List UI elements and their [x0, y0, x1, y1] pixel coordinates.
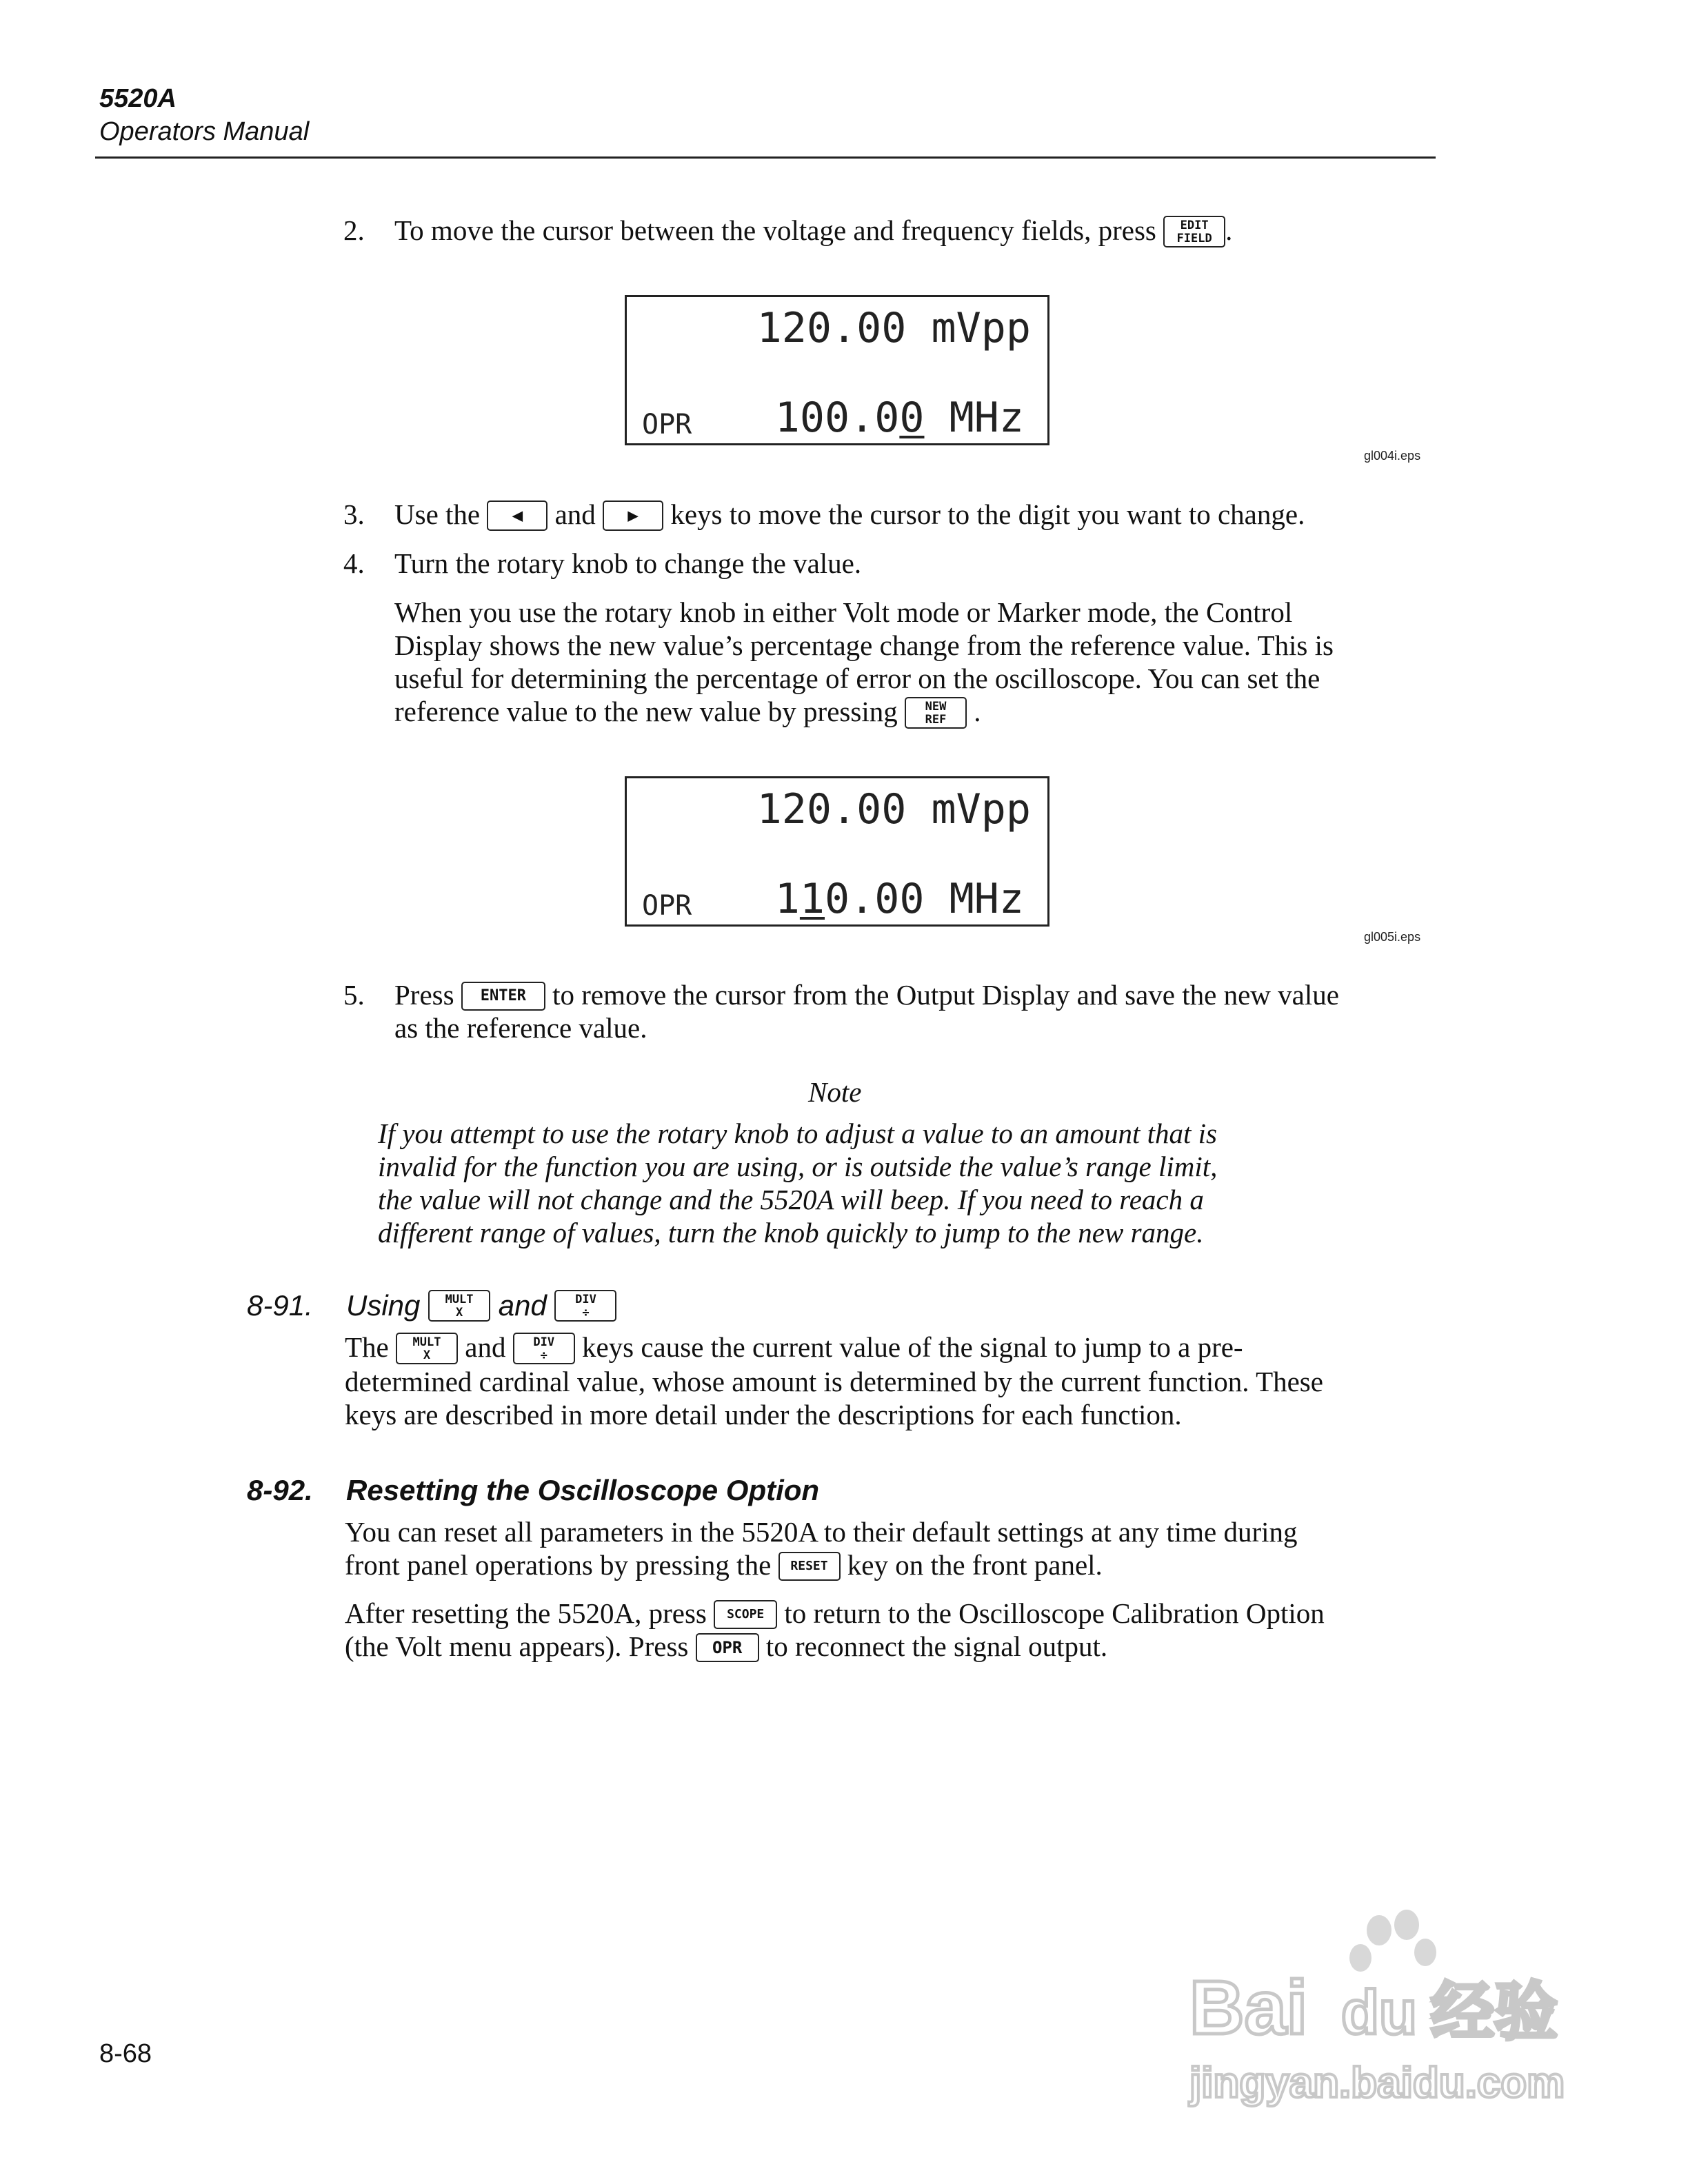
reset-key: RESET: [778, 1552, 841, 1581]
section-8-92-p1-line-1: You can reset all parameters in the 5520A to their default settings at any time during: [345, 1516, 1298, 1548]
step-2-text: To move the cursor between the voltage and frequency fields, press: [394, 214, 1156, 246]
display-1-voltage: 120.00 mVpp: [756, 304, 1031, 352]
step-5-line-1: Press ENTER to remove the cursor from the Output Display and save the new value: [394, 979, 1339, 1011]
scope-key: SCOPE: [714, 1600, 777, 1629]
watermark-url: jingyan.baidu.com: [1189, 2059, 1565, 2107]
section-8-92-title: Resetting the Oscilloscope Option: [346, 1474, 820, 1506]
step-4-para-line-4: reference value to the new value by pressing NEW REF .: [394, 696, 981, 727]
step-4-text: Turn the rotary knob to change the value.: [394, 547, 862, 579]
figure-caption-1: gl004i.eps: [1364, 449, 1421, 463]
figure-caption-2: gl005i.eps: [1364, 930, 1421, 944]
watermark-brand: Bai: [1189, 1965, 1308, 2050]
step-5-line-2: as the reference value.: [394, 1012, 647, 1044]
section-8-92-number: 8-92.: [247, 1474, 313, 1506]
display-1-cursor: 0: [899, 394, 925, 442]
section-8-92-p2-line-1: After resetting the 5520A, press SCOPE to return to the Oscilloscope Calibration Option: [345, 1597, 1325, 1629]
manual-model: 5520A: [99, 84, 177, 113]
display-2-cursor: 1: [799, 875, 825, 923]
baidu-watermark: [1183, 1910, 1603, 2110]
div-key-inline: DIV ÷: [513, 1333, 575, 1364]
step-3-number: 3.: [343, 498, 365, 530]
section-8-92-p2-line-2: (the Volt menu appears). Press OPR to reconnect the signal output.: [345, 1630, 1108, 1662]
header-rule: [95, 156, 1436, 159]
output-display-2: [625, 776, 1049, 927]
step-4-number: 4.: [343, 547, 365, 579]
display-2-mode: OPR: [642, 890, 692, 922]
note-body: If you attempt to use the rotary knob to adjust a value to an amount that is invalid for the function you are using, or is outside the value’s range limit, the value will not change and the 5520A will beep. If you need to reach a different range of values, turn the knob quickly to jump to the new range.: [378, 1118, 1218, 1248]
mult-key-inline: MULT X: [396, 1333, 458, 1364]
step-4-para-line-2: Display shows the new value’s percentage change from the reference value. This is: [394, 629, 1334, 661]
display-2-voltage: 120.00 mVpp: [756, 785, 1031, 833]
mult-key: MULT X: [428, 1290, 490, 1322]
watermark-cn: 经验: [1431, 1975, 1558, 2049]
step-4-para-line-3: useful for determining the percentage of error on the oscilloscope. You can set the: [394, 663, 1320, 694]
watermark-brand-2: du: [1341, 1979, 1417, 2048]
step-5-number: 5.: [343, 979, 365, 1011]
output-display-1: [625, 295, 1049, 445]
right-arrow-key: ▶: [603, 501, 663, 531]
display-1-frequency: 100.00 MHz: [774, 394, 1024, 442]
manual-title: Operators Manual: [99, 117, 310, 146]
section-8-91-line-2: determined cardinal value, whose amount is determined by the current function. These: [345, 1366, 1323, 1397]
step-2: To move the cursor between the voltage and frequency fields, press EDIT FIELD .: [394, 214, 1233, 246]
edit-field-key: EDIT FIELD: [1163, 216, 1225, 247]
new-ref-key: NEW REF: [905, 697, 967, 729]
section-8-91-line-1: The MULT X and DIV ÷ keys cause the current value of the signal to jump to a pre-: [345, 1331, 1243, 1363]
note-title: Note: [808, 1076, 862, 1108]
step-3: Use the ◀ and ▶ keys to move the cursor to the digit you want to change.: [394, 498, 1305, 530]
opr-key: OPR: [696, 1633, 759, 1662]
section-8-91-title: Using MULT X and DIV ÷: [346, 1289, 616, 1324]
step-2-number: 2.: [343, 214, 365, 246]
left-arrow-key: ◀: [487, 501, 547, 531]
section-8-91-number: 8-91.: [247, 1289, 313, 1322]
section-8-91-heading: [247, 1289, 313, 1322]
step-4-para-line-1: When you use the rotary knob in either Volt mode or Marker mode, the Control: [394, 596, 1293, 628]
enter-key: ENTER: [461, 982, 545, 1011]
paw-icon: [1349, 1910, 1436, 1972]
display-2-frequency: 110.00 MHz: [774, 875, 1024, 923]
section-8-92-p1-line-2: front panel operations by pressing the RESET key on the front panel.: [345, 1549, 1103, 1581]
display-1-mode: OPR: [642, 409, 692, 441]
div-key: DIV ÷: [554, 1290, 616, 1322]
section-8-91-line-3: keys are described in more detail under the descriptions for each function.: [345, 1399, 1182, 1430]
page-number: 8-68: [99, 2039, 152, 2068]
